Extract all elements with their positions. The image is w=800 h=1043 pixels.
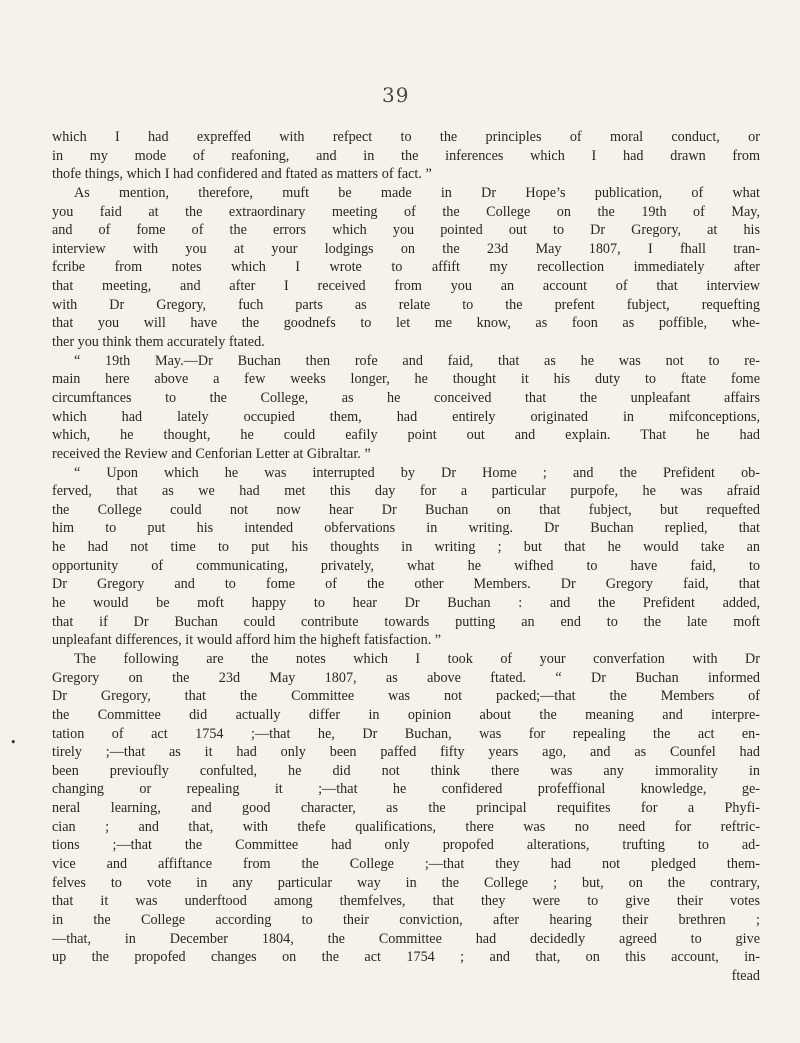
text-line: cian ; and that, with thefe qualifications, there was no need for reftric- [52, 818, 760, 835]
text-line: that it was underftood among themfelves, that they were to give their votes [52, 893, 760, 910]
text-line: in my mode of reafoning, and in the inferences which I had drawn from [52, 147, 760, 164]
text-line: main here above a few weeks longer, he thought it his duty to ftate fome [52, 371, 760, 388]
text-line: felves to vote in any particular way in the College ; but, on the contrary, [52, 874, 760, 891]
text-line: neral learning, and good character, as the principal requifites for a Phyfi- [52, 800, 760, 817]
text-line: which I had expreffed with refpect to the principles of moral conduct, or [52, 129, 760, 145]
text-line: the College could not now hear Dr Buchan on that fubject, but requefted [52, 501, 760, 518]
text-line: which had lately occupied them, had entirely originated in mifconceptions, [52, 408, 760, 425]
text-line: tions ;—that the Committee had only propofed alterations, trufting to ad- [52, 837, 760, 854]
text-line: that meeting, and after I received from you an account of that interview [52, 278, 760, 295]
text-line: ther you think them accurately ftated. [52, 334, 265, 351]
text-line: —that, in December 1804, the Committee had decidedly agreed to give [52, 930, 760, 947]
text-line: in the College according to their conviction, after hearing their brethren ; [52, 911, 760, 928]
text-line: him to put his intended obfervations in writing. Dr Buchan replied, that [52, 520, 760, 537]
text-line: ftead [731, 967, 760, 984]
text-line: interview with you at your lodgings on the 23d May 1807, I fhall tran- [52, 240, 760, 257]
text-line: the Committee did actually differ in opinion about the meaning and interpre- [52, 706, 760, 723]
text-line: up the propofed changes on the act 1754 ; and that, on this account, in- [52, 949, 760, 966]
text-line: been previoufly confulted, he did not think there was any immorality in [52, 762, 760, 779]
margin-mark: • [10, 736, 17, 749]
text-line: and of fome of the errors which you pointed out to Dr Gregory, at his [52, 222, 760, 239]
text-line: that you will have the goodnefs to let me know, as foon as poffible, whe- [52, 315, 760, 332]
text-line: with Dr Gregory, fuch parts as relate to the prefent fubject, requefting [52, 296, 760, 313]
text-line: he would be moft happy to hear Dr Buchan : and the Prefident added, [52, 595, 760, 612]
text-line: ferved, that as we had met this day for a particular purpofe, he was afraid [52, 483, 760, 500]
text-line: tation of act 1754 ;—that he, Dr Buchan, was for repealing the act en- [52, 725, 760, 742]
text-line: changing or repealing it ;—that he confidered profeffional knowledge, ge- [52, 781, 760, 798]
text-line: Dr Gregory, that the Committee was not packed;—that the Members of [52, 688, 760, 705]
text-line: Dr Gregory and to fome of the other Members. Dr Gregory faid, that [52, 576, 760, 593]
text-line: he had not time to put his thoughts in writing ; but that he would take an [52, 539, 760, 556]
text-line: thofe things, which I had confidered and ftated as matters of fact. ” [52, 166, 432, 183]
page-number: 39 [382, 83, 410, 107]
text-line: received the Review and Cenforian Letter at Gibraltar. ” [52, 445, 371, 462]
text-line: which, he thought, he could eafily point out and explain. That he had [52, 427, 760, 444]
text-line: “ 19th May.—Dr Buchan then rofe and faid, that as he was not to re- [74, 352, 760, 369]
text-line: Gregory on the 23d May 1807, as above ftated. “ Dr Buchan informed [52, 669, 760, 686]
text-line: The following are the notes which I took of your converfation with Dr [74, 650, 760, 667]
text-line: “ Upon which he was interrupted by Dr Home ; and the Prefident ob- [74, 464, 760, 481]
text-line: that if Dr Buchan could contribute towards putting an end to the late moft [52, 613, 760, 630]
body-text [52, 128, 760, 985]
text-line: unpleafant differences, it would afford him the higheft fatisfaction. ” [52, 632, 442, 649]
text-line: tirely ;—that as it had only been paffed fifty years ago, and as Counfel had [52, 744, 760, 761]
text-line: circumftances to the College, as he conceived that the unpleafant affairs [52, 389, 760, 406]
text-line: vice and affiftance from the College ;—that they had not pledged them- [52, 855, 760, 872]
text-line: you faid at the extraordinary meeting of the College on the 19th of May, [52, 203, 760, 220]
text-line: fcribe from notes which I wrote to affift my recollection immediately after [52, 259, 760, 276]
text-line: opportunity of communicating, privately, what he wifhed to have faid, to [52, 557, 760, 574]
text-line: As mention, therefore, muft be made in Dr Hope’s publication, of what [74, 184, 760, 201]
